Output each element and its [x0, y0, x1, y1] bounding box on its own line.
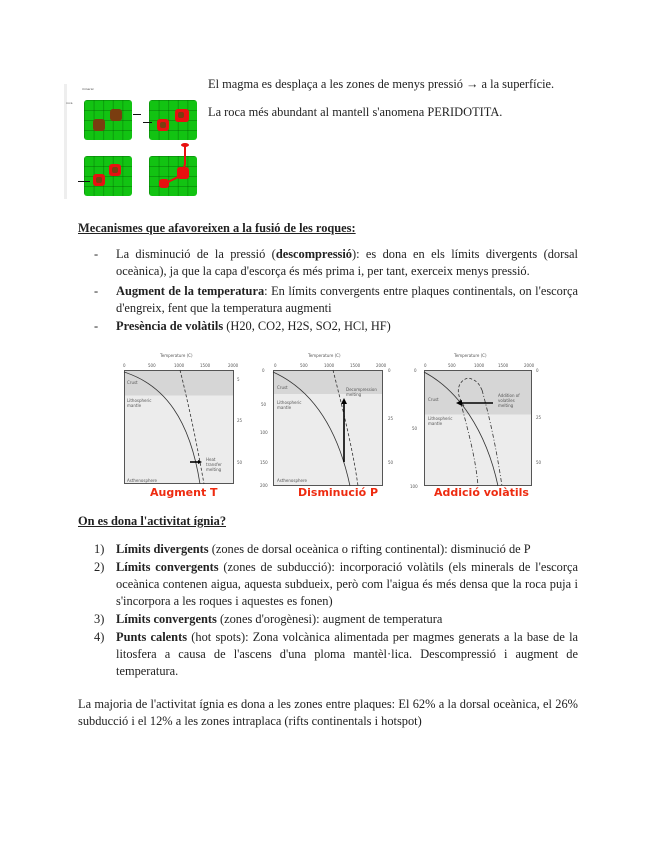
igneous-heading: On es dona l'activitat ígnia?	[78, 514, 227, 528]
magma-ascent-path	[64, 84, 204, 199]
igneous-item: 4) Punts calents (hot spots): Zona volcànica alimentada per magmes generats a la base de la litosfera a causa de l'ascens d'una ploma mantèl·lica. Descompressió i augment de temperatura.	[94, 630, 579, 678]
figure-caption: Addició volàtils	[434, 486, 529, 499]
mechanisms-list	[94, 246, 578, 335]
item-number: 4)	[94, 630, 105, 644]
item-number: 1)	[94, 542, 105, 556]
figure-addicio-volatils: Temperature (C) 0 500 1000 1500 2000 0 50 100 Crust Lithospheric mantle 0 25 50 Addition of volatiles melting Addició volàtils	[398, 350, 548, 500]
figure-disminucio-p: Temperature (C) 0 500 1000 1500 2000 0 50 100 150 200 Crust Lithospheric mantle Asthenosphere 0 25 50 Decompression melting Disminució P	[258, 350, 398, 500]
term-augment-temperatura: Augment de la temperatura	[116, 284, 265, 298]
mechanism-item: - Presència de volàtils (H20, CO2, H2S, SO2, HCl, HF)	[94, 319, 391, 333]
bullet: -	[94, 247, 99, 261]
mechanism-item: - Augment de la temperatura: En límits convergents entre plaques continentals, on l'escorça d'engreix, fent que la temperatura augmenti	[94, 284, 578, 315]
figure-caption: Augment T	[150, 486, 218, 499]
mechanisms-heading: Mecanismes que afavoreixen a la fusió de les roques:	[78, 221, 356, 235]
rock-melting-diagram	[64, 84, 204, 199]
mechanism-item: - La disminució de la pressió (descompressió): es dona en els límits divergents (dorsal oceànica), ja que la capa d'escorça és més prima i, per tant, exerceix menys pressió.	[94, 247, 578, 278]
diagram-label-mineral: mineral	[82, 87, 94, 91]
geotherm-curves	[398, 350, 548, 500]
bullet: -	[94, 319, 99, 333]
igneous-list	[94, 541, 578, 680]
summary-paragraph: La majoria de l'activitat ígnia es dona a les zones entre plaques: El 62% a la dorsal oceànica, el 26% subducció i el 12% a les zones intraplaca (rifts continentals i hotspot)	[78, 697, 578, 728]
term-descompressio: descompressió	[275, 247, 352, 261]
geotherm-curves	[120, 350, 250, 500]
item-number: 2)	[94, 560, 105, 574]
intro-line-2: La roca més abundant al mantell s'anomena PERIDOTITA.	[208, 105, 503, 119]
term-volatils: Presència de volàtils	[116, 319, 224, 333]
igneous-item: 2) Límits convergents (zones de subducció): incorporació volàtils (els minerals de l'escorça oceànica contenen aigua, aquesta subdueix, però com l'aigua és més densa que la roca puja i s'incorpora a les roques i aquestes es fonen)	[94, 560, 578, 608]
igneous-item: 1) Límits divergents (zones de dorsal oceànica o rifting continental): disminució de P	[94, 542, 531, 556]
diagram-label-roca: roca	[66, 101, 73, 105]
geotherm-curves	[258, 350, 398, 500]
igneous-item: 3) Límits convergents (zones d'orogènesi): augment de temperatura	[94, 612, 443, 626]
item-number: 3)	[94, 612, 105, 626]
figure-caption: Disminució P	[298, 486, 379, 499]
intro-line-1: El magma es desplaça a les zones de menys pressió → a la superfície.	[208, 77, 555, 91]
bullet: -	[94, 284, 99, 298]
figure-augment-t: Temperature (C) 0 500 1000 1500 2000 Crust Lithospheric mantle Asthenosphere 5 25 50 Heat transfer melting Augment T	[120, 350, 250, 500]
